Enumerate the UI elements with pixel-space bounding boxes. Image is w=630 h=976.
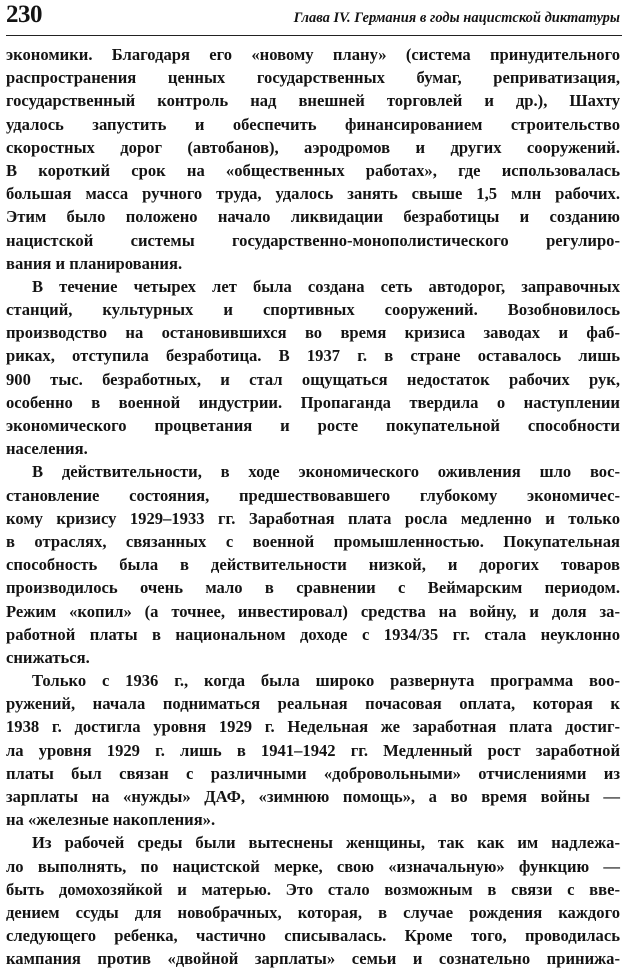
text-line: на «железные накопления». [6,810,216,830]
page-header [6,3,622,36]
body-text [6,43,620,971]
text-line: станций, культурных и спортивных сооружений. Возобновилось [6,300,620,320]
text-line: вания и планирования. [6,253,183,273]
text-line: Только с 1936 г., когда была широко развернута программа воо- [32,671,620,691]
text-line: ла уровня 1929 г. лишь в 1941–1942 гг. Медленный рост заработной [6,740,620,760]
text-line: Этим было положено начало ликвидации безработицы и созданию [6,207,620,227]
text-line: скоростных дорог (автобанов), аэродромов и других сооружений. [6,137,620,157]
text-line: В течение четырех лет была создана сеть автодорог, заправочных [32,276,620,296]
text-line: особенно в военной индустрии. Пропаганда твердила о наступлении [6,392,620,412]
text-line: В действительности, в ходе экономического оживления шло вос- [32,462,620,482]
text-line: распространения ценных государственных бумаг, реприватизация, [6,68,620,88]
text-line: в отраслях, связанных с военной промышленностью. Покупательная [6,531,620,551]
text-line: кому кризису 1929–1933 гг. Заработная плата росла медленно и только [6,508,620,528]
text-line: государственный контроль над внешней торговлей и др.), Шахту [6,91,620,111]
text-line: снижаться. [6,647,90,667]
text-line: экономического процветания и росте покупательной способности [6,416,620,435]
text-line: удалось запустить и обеспечить финансированием строительство [6,114,620,134]
text-line: дением ссуды для новобрачных, которая, в случае рождения каждого [6,902,620,922]
text-line: работной платы в национальном доходе с 1934/35 гг. стала неуклонно [6,624,620,644]
paragraph [6,460,620,669]
text-line: 1938 г. достигла уровня 1929 г. Недельная же заработная плата достиг- [6,717,620,737]
text-line: В короткий срок на «общественных работах», где использовалась [6,160,620,180]
text-line: Из рабочей среды были вытеснены женщины, так как им надлежа- [32,833,620,853]
text-line: нацистской системы государственно-монополистического регулиро- [6,230,620,250]
text-line: зарплаты на «нужды» ДАФ, «зимнюю помощь», а во время войны — [6,787,620,806]
paragraph [6,669,620,831]
text-line: большая масса ручного труда, удалось занять свыше 1,5 млн рабочих. [6,184,620,204]
text-line: платы был связан с различными «добровольными» отчислениями из [6,763,620,783]
text-line: быть домохозяйкой и матерью. Это стало возможным в связи с вве- [6,879,620,899]
text-line: способность была в действительности низкой, и дорогих товаров [6,555,620,575]
page-number: 230 [6,1,42,28]
text-line: ло выполнять, по нацистской мерке, свою «изначальную» функцию — [6,856,620,876]
text-line: ружений, начала подниматься реальная почасовая оплата, которая к [6,694,620,714]
paragraph [6,275,620,461]
paragraph [6,831,620,970]
text-line: Режим «копил» (а точнее, инвестировал) средства на войну, и доля за- [6,601,620,621]
text-line: производилось очень мало в сравнении с Веймарским периодом. [6,578,620,598]
text-line: производство на остановившихся во время кризиса заводах и фаб- [6,323,620,343]
text-line: экономики. Благодаря его «новому плану» (система принудительного [6,45,620,64]
text-line: населения. [6,439,88,459]
text-line: становление состояния, предшествовавшего глубокому экономичес- [6,485,620,505]
paragraph [6,43,620,275]
text-line: 900 тыс. безработных, и стал ощущаться недостаток рабочих рук, [6,369,620,389]
running-head: Глава IV. Германия в годы нацистской диктатуры [293,10,620,26]
text-line: кампания против «двойной зарплаты» семьи и сознательно принижа- [6,949,620,969]
text-line: риках, отступила безработица. В 1937 г. в стране оставалось лишь [6,346,620,366]
text-line: следующего ребенка, частично списывалась. Кроме того, проводилась [6,926,620,946]
